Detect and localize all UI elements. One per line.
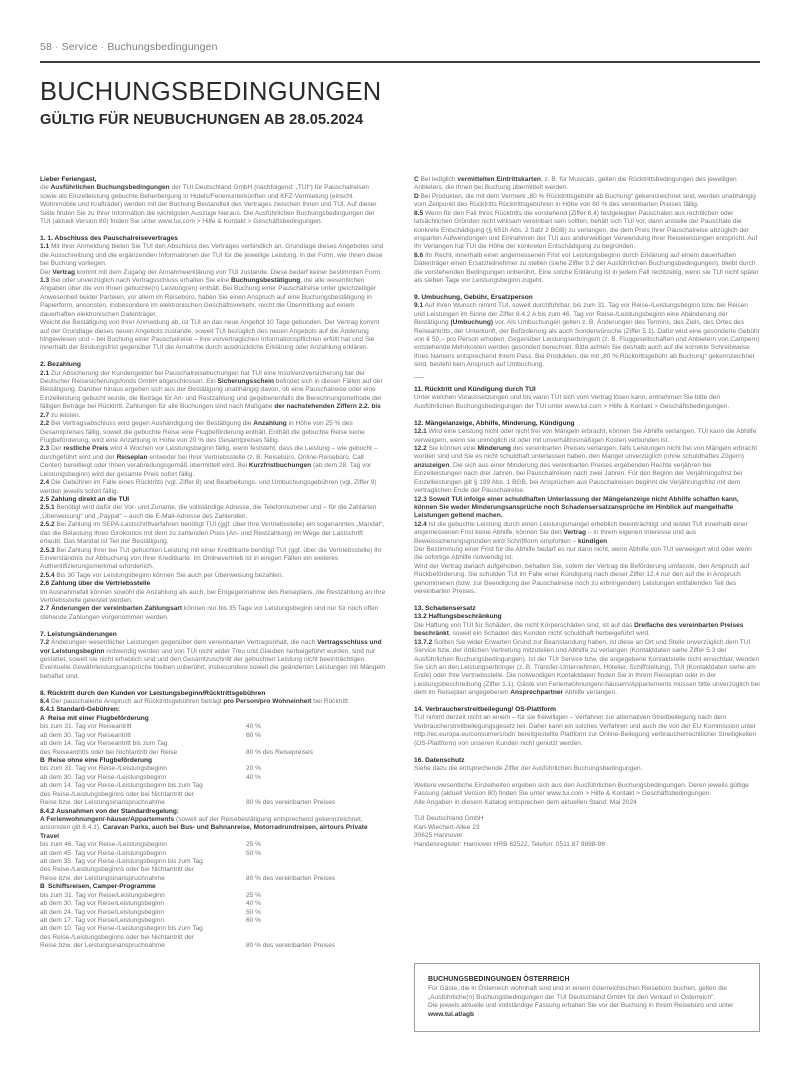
fee-table-d-title <box>40 883 386 891</box>
austria-conditions-box <box>414 963 760 1032</box>
fee-table-b-letter: B <box>40 756 45 764</box>
address-line: Karl-Wiechert-Allee 23 <box>414 823 480 831</box>
fee-row <box>40 850 386 858</box>
fee-row <box>40 942 386 950</box>
page-subtitle: GÜLTIG FÜR NEUBUCHUNGEN AB 28.05.2024 <box>40 111 364 128</box>
fee-row <box>40 782 386 790</box>
fee-row-label: ab dem 35. Tag vor Reise-/Leistungsbeginn bis zum Tag <box>40 858 203 866</box>
fee-table-a-label: Reise mit einer Flugbeförderung <box>48 714 149 722</box>
fee-row-value: 80 % des Reisepreises <box>246 748 313 756</box>
address-line: TUI Deutschland GmbH <box>414 815 484 823</box>
clause-7-2: 7.2 Änderungen wesentlicher Leistungen gegenüber dem vereinbarten Vertragsinhalt, die nach Vertragsschluss und vor Leistungsbeginn notwendig werden und von TUI nicht wider Treu und Glauben herbeigeführt wurden, sind nur gestattet, soweit sie nicht erheblich sind und den Gesamtzuschnitt der gebuchten Leistung nicht beeinträchtigen. Eventuelle Gewährleistungsansprüche bleiben unberührt, insbesondere soweit die geänderten Leistungen mit Mängeln behaftet sind. <box>40 639 386 680</box>
clause-12-4-b: Der Bestimmung einer Frist für die Abhilfe bedarf es nur dann nicht, wenn Abhilfe von TUI verweigert wird oder wenn die sofortige Abhilfe notwendig ist. <box>414 546 752 562</box>
closing-note-1: Weitere wesentliche Einzelheiten ergeben sich aus den Ausführlichen Buchungsbedingungen. Deren jeweils gültige Fassung (aktuell Version 80) finden Sie unter www.tui.com > Hilfe & Kontakt > Geschäftsbedingungen. <box>414 781 749 798</box>
fee-row-value <box>246 925 386 933</box>
clause-1-3: 1.3 Bei oder unverzüglich nach Vertragsschluss erhalten Sie eine Buchungsbestätigung, die alle wesentlichen Angaben über die von Ihnen gebuchte(n) Leistung(en) enthält. Bei Buchung einer Pauschalreise unter gleichzeitiger Anwesenheit beider Parteien, vor allem im Reisebüro, haben Sie einen Anspruch auf eine Buchungsbestätigung in Papierform, ansonsten, insbesondere im elektronischen Geschäftsverkehr, reicht die Übermittlung auf einem dauerhaften elektronischen Datenträger. <box>40 277 377 318</box>
clause-16: Siehe dazu die entsprechende Ziffer der Ausführlichen Buchungsbedingungen. <box>414 764 643 772</box>
fee-row-value <box>246 858 386 866</box>
clause-12-2: 12.2 Sie können eine Minderung des vereinbarten Preises verlangen, falls Leistungen nicht frei von Mängeln erbracht worden sind und Sie es nicht schuldhaft unterlassen haben, den Mangel unverzüglich (ohne schuldhaftes Zögern) anzuzeigen. Die sich aus einer Minderung des vereinbarten Preises ergebenden Rechte verjähren bei Einzelleistungen nach drei Jahren, bei Pauschalreisen nach zwei Jahren. Für den Beginn der Verjährungsfrist bei Einzelleistungen gilt § 199 Abs. 1 BGB, bei Ansprüchen aus Pauschalreisen beginnt die Verjährungsfrist mit dem vertraglichen Ende der Pauschalreise. <box>414 444 758 495</box>
fee-row <box>40 934 386 942</box>
page-number: 58 <box>40 41 52 53</box>
fee-row-label: ab dem 14. Tag vor Reiseantritt bis zum Tag <box>40 740 168 748</box>
fee-row-value: 40 % <box>246 773 261 781</box>
breadcrumb-current: Buchungsbedingungen <box>107 41 218 53</box>
fee-row-label: Reise bzw. der Leistungsinanspruchnahme <box>40 799 165 807</box>
fee-row-label: bis zum 31. Tag vor Reise-/Leistungsbeginn <box>40 765 167 773</box>
fee-table-a-title <box>40 715 386 723</box>
clause-13-2: Die Haftung von TUI für Schäden, die nicht Körperschäden sind, ist auf das Dreifache des vereinbarten Preises beschränkt, soweit ein Schaden des Kunden nicht schuldhaft herbeigeführt wird. <box>414 621 744 638</box>
clause-2-5-4: 2.5.4 Bis 30 Tage vor Leistungsbeginn können Sie auch per Überweisung bezahlen. <box>40 571 284 579</box>
company-address <box>414 815 760 849</box>
clause-12-4: 12.4 Ist die gebuchte Leistung durch einen Leistungsmangel erheblich beeinträchtigt und leistet TUI innerhalb einer angemessenen Frist keine Abhilfe, können Sie den Vertrag – in Ihrem eigenen Interesse und aus Beweissicherungsgründen wird Schriftform empfohlen – kündigen. <box>414 520 748 545</box>
fee-row-value <box>246 791 386 799</box>
fee-row-value: 60 % <box>246 731 261 739</box>
heading-section-7: 7. Leistungsänderungen <box>40 630 117 638</box>
clause-1-4: Weicht die Bestätigung von Ihrer Anmeldung ab, ist TUI an das neue Angebot 10 Tage gebunden. Der Vertrag kommt auf der Grundlage dieses neuen Angebots zustande, soweit TUI bezüglich des neuen Angebots auf die Änderung hingewiesen und – bei Buchung einer Pauschalreise – ihre vorvertraglichen Informationspflichten erfüllt hat und Sie innerhalb der Bindungsfrist gegenüber TUI die Annahme durch ausdrückliche Erklärung oder Anzahlung erklären. <box>40 319 380 352</box>
fee-row-label: des Reise-/Leistungsbeginns oder bei Nichtantritt der <box>40 866 194 874</box>
fee-row <box>40 723 386 731</box>
fee-row-label: ab dem 30. Tag vor Reiseantritt <box>40 731 131 739</box>
heading-section-2: 2. Bezahlung <box>40 361 81 369</box>
heading-section-1: 1. 1. Abschluss des Pauschalreisevertrages <box>40 234 178 242</box>
fee-row-value: 80 % des vereinbarten Preises <box>246 799 336 807</box>
fee-row <box>40 900 386 908</box>
fee-row <box>40 875 386 883</box>
fee-row-label: ab dem 24. Tag vor Reise/Leistungsbeginn <box>40 908 164 916</box>
fee-table-d-label: Schiffsreisen, Camper-Programme <box>48 883 156 891</box>
heading-section-8: 8. Rücktritt durch den Kunden vor Leistungsbeginn/Rücktrittsgebühren <box>40 689 266 697</box>
clause-8-4: 8.4 Der pauschalierte Anspruch auf Rücktrittsgebühren beträgt pro Person/pro Wohneinheit bei Rücktritt: <box>40 698 350 706</box>
fee-row-label: ab dem 30. Tag vor Reise-/Leistungsbeginn <box>40 773 167 781</box>
content-columns <box>40 176 760 951</box>
heading-section-14: 14. Verbraucherstreitbeilegung/ OS-Plattform <box>414 706 557 713</box>
fee-row <box>40 749 386 757</box>
clause-2-7: 2.7 Änderungen der vereinbarten Zahlungsart können nur bis 35 Tage vor Leistungsbeginn und nur für noch offen stehende Zahlungen vorgenommen werden. <box>40 605 379 621</box>
fee-row-value: 25 % <box>246 891 261 899</box>
fee-table-d-letter: B <box>40 883 45 891</box>
heading-clause-13-2: 13.2 Haftungsbeschränkung <box>414 613 502 621</box>
heading-clause-2-5: 2.5 Zahlung direkt an die TUI <box>40 495 130 503</box>
fee-row <box>40 765 386 773</box>
fee-table-c-title: A Ferienwohnungen/-häuser/Appartements (soweit auf der Reisebestätigung entsprechend gekennzeichnet, ansonsten gilt 8.4.1), Caravan Parks, auch bei Bus- und Bahnanreise, Motorradrundreisen, airtours Private Travel <box>40 815 368 840</box>
fee-table-a-letter: A <box>40 714 45 722</box>
fee-table-c <box>40 841 386 883</box>
fee-table-b-label: Reise ohne eine Flugbeförderung <box>48 756 153 764</box>
clause-8-5: 8.5 Wenn für den Fall Ihres Rücktritts die vorstehend (Ziffer 8.4) festgelegten Pauschalen aus rechtlichen oder tatsächlichen Gründen nicht wirksam vereinbart sein sollten, behält sich TUI vor, dann anstelle der Pauschale die konkrete Entschädigung (§ 651h Abs. 2 Satz 2 BGB) zu verlangen, die dem Preis Ihrer Pauschalreise abzüglich der ersparten Aufwendungen und Einnahmen der TUI aus anderweitiger Verwendung Ihrer Reiseleistungen entspricht. Auf Ihr Verlangen hat TUI die Höhe der konkreten Entschädigung zu begründen. <box>414 209 758 251</box>
fee-row-value: 80 % des vereinbarten Preises <box>246 942 336 950</box>
fee-row-label: ab dem 10. Tag vor Reise-/Leistungsbeginn bis zum Tag <box>40 925 203 933</box>
header-divider <box>40 61 760 63</box>
fee-row-value <box>246 740 386 748</box>
fee-row-label: bis zum 46. Tag vor Reise-/Leistungsbeginn <box>40 841 167 849</box>
fee-row <box>40 774 386 782</box>
clause-2-5-3: 2.5.3 Bei Zahlung Ihrer bei TUI gebuchten Leistung mit einer Kreditkarte benötigt TUI (ggf. über die Vertriebsstelle) Ihr Einverständnis zur Abbuchung von Ihrer Kreditkarte. Im Onlinevertrieb ist in einigen Fällen ein weiteres Authentifizierungsmerkmal erforderlich. <box>40 546 382 571</box>
fee-row-value: 80 % des vereinbarten Preises <box>246 874 336 882</box>
fee-row-label: Reise bzw. der Leistungsinanspruchnahme <box>40 942 165 950</box>
fee-row <box>40 892 386 900</box>
fee-row-value <box>246 782 386 790</box>
austria-box-text-1: Für Gäste, die in Österreich wohnhaft sind und in einem österreichischen Reisebüro buchen, gelten die „Ausführliche(n) Buchungsbedingungen der TUI Deutschland GmbH für den Verkauf in Österreich“. <box>428 985 727 1001</box>
heading-section-16: 16. Datenschutz <box>414 756 465 764</box>
fee-row <box>40 858 386 866</box>
fee-row-label: des Reise-/Leistungsbeginns oder bei Nichtantritt der <box>40 933 194 941</box>
clause-12-3: 12.3 Soweit TUI infolge einer schuldhaften Unterlassung der Mängelanzeige nicht Abhilfe schaffen kann, können Sie weder Minderungsansprüche noch Schadensersatzansprüche im Hinblick auf mangelhafte Leistungen geltend machen. <box>414 495 739 520</box>
fee-row <box>40 740 386 748</box>
austria-box-text-2: Die jeweils aktuelle und vollständige Fassung erhalten Sie vor der Buchung in Ihrem Reisebüro und unter www.tui.at/agb <box>428 1002 734 1018</box>
fee-row <box>40 917 386 925</box>
clause-2-4: 2.4 Die Gebühren im Falle eines Rücktritts (vgl. Ziffer 8) und Bearbeitungs- und Umbuchungsgebühren (vgl. Ziffer 9) werden jeweils sofort fällig. <box>40 479 377 495</box>
clause-14: TUI nimmt derzeit nicht an einem – für sie freiwilligen – Verfahren zur alternativen Streitbeilegung nach dem Verbraucherstreitbeilegungsgesetz teil. Daher kann ein solches Verfahren und auch die von der EU Kommission unter http://ec.europa.eu/consumers/odr/ bereitgestellte Plattform zur Online-Beilegung verbraucherrechtlicher Streitigkeiten (OS-Plattform) von unseren Kunden nicht genutzt werden. <box>414 714 757 747</box>
breadcrumb-separator-1: · <box>54 41 59 53</box>
austria-box-title: BUCHUNGSBEDINGUNGEN ÖSTERREICH <box>428 976 570 983</box>
fee-row-value: 60 % <box>246 917 261 924</box>
clause-1-2: Der Vertrag kommt mit dem Zugang der Annahmeerklärung von TUI zustande. Diese bedarf keiner bestimmten Form. <box>40 268 383 276</box>
heading-section-9: 9. Umbuchung, Gebühr, Ersatzperson <box>414 293 533 301</box>
clause-1-1: 1.1 Mit Ihrer Anmeldung bieten Sie TUI den Abschluss des Vertrages verbindlich an. Grundlage dieses Angebotes sind die Ausschreibung und die ergänzenden Informationen der TUI für die jeweilige Leistung, in der Form, wie Ihnen diese bei Buchung vorliegen. <box>40 243 384 268</box>
fee-row-value: 50 % <box>246 849 261 857</box>
clause-2-5-2: 2.5.2 Bei Zahlung im SEPA-Lastschriftverfahren benötigt TUI (ggf. über Ihre Vertriebsstelle) ein sogenanntes „Mandat“, das die Belastung Ihres Girokontos mit dem zu zahlenden Preis (An- und Restzahlung) im Wege der Lastschrift erlaubt. Das Mandat ist Teil der Bestätigung. <box>40 521 385 546</box>
fee-row <box>40 732 386 740</box>
page-title: BUCHUNGSBEDINGUNGEN <box>40 77 382 106</box>
fee-row <box>40 925 386 933</box>
fee-row <box>40 799 386 807</box>
fee-row-label: ab dem 30. Tag vor Reise/Leistungsbeginn <box>40 900 164 908</box>
fee-row-label: bis zum 31. Tag vor Reise/Leistungsbeginn <box>40 891 165 899</box>
address-line: 30625 Hannover <box>414 832 463 840</box>
fee-row-value: 40 % <box>246 723 261 731</box>
heading-clause-2-6: 2.6 Zahlung über die Vertriebsstelle <box>40 580 151 588</box>
address-line: Handelsregister: Hannover HRB 62522, Telefon: 0511 87 9898-98 <box>414 840 605 848</box>
fee-row <box>40 791 386 799</box>
intro-paragraph: die Ausführlichen Buchungsbedingungen der TUI Deutschland GmbH (nachfolgend: „TUI“) für Pauschalreisen sowie als Einzelleistung gebuchte Beherbergung in Hotels/Ferienunterkünften und KFZ-Vermietung (einschl. Wohnmobile und Krafträder) werden mit der Buchung Bestandteil des Vertrages zwischen Ihnen und TUI. Auf dieser Seite finden Sie zu Ihrer Information die wichtigsten Auszüge hieraus. Die Ausführlichen Buchungsbedingungen der TUI (aktuell Version 80) finden Sie unter www.tui.com > Hilfe & Kontakt > Geschäftsbedingungen. <box>40 184 377 226</box>
fee-row <box>40 841 386 849</box>
fee-row <box>40 909 386 917</box>
fee-row-label: bis zum 31. Tag vor Reiseantritt <box>40 723 132 731</box>
closing-note-2: Alle Angaben in diesem Katalog entsprechen dem aktuellen Stand: Mai 2024 <box>414 798 637 806</box>
fee-row-label: des Reiseantritts oder bei Nichtantritt der Reise <box>40 748 178 756</box>
clause-2-3: 2.3 Der restliche Preis wird 4 Wochen vor Leistungsbeginn fällig, wenn feststeht, dass die Leistung – wie gebucht – durchgeführt wird und der Reiseplan entweder bei Ihrer Vertriebsstelle (z. B. Reisebüro, Online-Reisebüro, Call Center) bereitliegt oder Ihnen verabredungsgemäß übermittelt wird. Bei Kurzfristbuchungen (ab dem 28. Tag vor Leistungsbeginn) wird der gesamte Preis sofort fällig. <box>40 445 378 478</box>
clause-8-4-item-c: C Bei lediglich vermittelten Eintrittskarten, z. B. für Musicals, gelten die Rücktrittsbedingungen des jeweiligen Anbieters, die Ihnen bei Buchung übermittelt werden. <box>414 176 737 192</box>
fee-row-value <box>246 934 386 942</box>
left-column <box>40 176 386 951</box>
heading-section-12: 12. Mängelanzeige, Abhilfe, Minderung, Kündigung <box>414 419 575 427</box>
fee-table-b <box>40 765 386 807</box>
heading-section-13: 13. Schadensersatz <box>414 604 476 612</box>
clause-9-1: 9.1 Auf Ihren Wunsch nimmt TUI, soweit durchführbar, bis zum 31. Tag vor Reise-/Leistungsbeginn bzw. bei Reisen und Leistungen im Sinne der Ziffer 8.4.2 A bis zum 46. Tag vor Reise-/Leistungsbeginn eine Abänderung der Bestätigung (Umbuchung) vor. Als Umbuchungen gelten z. B. Änderungen des Termins, des Ziels, des Ortes des Reiseantritts, der Unterkunft, der Beförderung als auch Sonderwünsche (Ziffer 5.1). Dafür wird eine gesonderte Gebühr von € 50,– pro Person erhoben. Gegenüber Leistungserbringem (z. B. Fluggesellschaften und Anbietern von Campern) entstehende Mehrkosten werden gesondert berechnet. Bitte achten Sie deshalb auch auf die korrekte Schreibweise Ihres Namens entsprechend Ihrem Pass. Bei Produkten, die mit „80 % Rücktrittsgebühr ab Buchung“ gekennzeichnet sind, besteht kein Anspruch auf Umbuchung. <box>414 302 760 369</box>
breadcrumb-section: Service <box>61 41 98 53</box>
fee-row-value: 20 % <box>246 765 261 773</box>
clause-2-5-1: 2.5.1 Benötigt wird dafür der Vor- und Zuname, die vollständige Adresse, die Telefonnummer und – für die Zahlarten „Überweisung“ und „Paypal“ – auch die E-Mail-Adresse des Zahlenden. <box>40 504 377 520</box>
fee-row-label: des Reise-/Leistungsbeginns oder bei Nichtantritt der <box>40 790 194 798</box>
right-column <box>414 176 760 951</box>
fee-row-value: 25 % <box>246 841 261 849</box>
fee-row-label: ab dem 14. Tag vor Reise-/Leistungsbeginn bis zum Tag <box>40 782 203 790</box>
clause-8-6: 8.6 Ihr Recht, innerhalb einer angemessenen Frist vor Leistungsbeginn durch Erklärung auf einem dauerhaften Datenträger einen Ersatzteilnehmer zu stellen (siehe Ziffer 9.2 der Ausführlichen Buchungsbedingungen), bleibt durch die vorstehenden Bedingungen unberührt. Eine solche Erklärung ist in jedem Fall rechtzeitig, wenn sie TUI nicht später als sieben Tage vor Leistungsbeginn zugeht. <box>414 251 759 285</box>
fee-table-a <box>40 723 386 757</box>
heading-clause-8-4-1: 8.4.1 Standard-Gebühren: <box>40 706 121 714</box>
fee-table-d <box>40 892 386 951</box>
fee-row <box>40 866 386 874</box>
clause-2-6: Im Ausnahmefall können sowohl die Anzahlung als auch, bei Entgegennahme des Reiseplans, die Restzahlung an Ihre Vertriebsstelle geleistet werden. <box>40 588 386 605</box>
fee-row-label: ab dem 17. Tag vor Reise/Leistungsbeginn <box>40 917 164 924</box>
heading-clause-8-4-2: 8.4.2 Ausnahmen von der Standardregelung: <box>40 807 180 815</box>
clause-8-4-item-d: D Bei Produkten, die mit dem Vermerk „80 % Rücktrittsgebühr ab Buchung“ gekennzeichnet sind, werden unabhängig vom Zeitpunkt des Rücktritts Rücktrittsgebühren in Höhe von 80 % des vereinbarten Preises fällig. <box>414 192 756 209</box>
fee-table-b-title <box>40 757 386 765</box>
clause-2-2: 2.2 Bei Vertragsabschluss wird gegen Aushändigung der Bestätigung die Anzahlung in Höhe von 25 % des Gesamtpreises fällig, soweit die gebuchte Reise eine Flugbeförderung enthält. Enthält die gebuchte Reise keine Flugbeförderung, wird eine Anzahlung in Höhe von 20 % des Gesamtpreises fällig. <box>40 420 365 445</box>
heading-section-11: 11. Rücktritt und Kündigung durch TUI <box>414 386 536 394</box>
clause-11: Unter welchen Voraussetzungen und bis wann TUI sich vom Vertrag lösen kann, entnehmen Sie bitte den Ausführlichen Buchungsbedingungen der TUI unter www.tui.com > Hilfe & Kontakt > Geschäftsbedingungen. <box>414 394 730 410</box>
clause-13-7-2: 13.7.2 Sollten Sie wider Erwarten Grund zur Beanstandung haben, ist diese an Ort und Stelle unverzüglich dem TUI Service bzw. der örtlichen Vertretung mitzuteilen und Abhilfe zu verlangen (Kontaktdaten siehe Ziffer 5.3 der Ausführlichen Buchungsbedingungen). Ist der TUI Service bzw. die angegebene Kontaktstelle nicht erreichbar, wenden Sie sich an den Leistungserbringer (z. B. Transfer-Unternehmen, Hotelier, Schiffsleitung), TUI (Kontaktdaten siehe am Ende) oder Ihre Vertriebsstelle. Die notwendigen Kontaktdaten finden Sie in Ihrem Reiseplan oder in der Leistungsbeschreibung (Ziffer 1.1). Gäste von Ferienwohnungen/-häusern/Appartements müssen bitte unverzüglich bei dem im Reiseplan angegebenen Ansprechpartner Abhilfe verlangen. <box>414 638 760 697</box>
breadcrumb <box>40 0 760 54</box>
fee-row-value <box>246 866 386 874</box>
fee-row-value: 40 % <box>246 900 261 908</box>
fee-row-label: ab dem 45. Tag vor Reise-/Leistungsbeginn <box>40 849 167 857</box>
fee-row-value: 50 % <box>246 908 261 916</box>
fee-row-label: Reise bzw. der Leistungsinanspruchnahme <box>40 874 165 882</box>
clause-12-4-c: Wird der Vertrag danach aufgehoben, behalten Sie, sofern der Vertrag die Beförderung umfasste, den Anspruch auf Rückbeförderung. Sie schulden TUI im Falle einer Kündigung nach dieser Ziffer 12.4 nur den auf die in Anspruch genommenen (bzw. zur Beendigung der Pauschalreise noch zu erbringenden) Leistungen entfallenden Teil des vereinbarten Preises. <box>414 562 750 596</box>
salutation: Lieber Feriengast, <box>40 176 97 183</box>
breadcrumb-separator-2: · <box>100 41 105 53</box>
clause-12-1: 12.1 Wird eine Leistung nicht oder nicht frei von Mängeln erbracht, können Sie Abhilfe verlangen. TUI kann die Abhilfe verweigern, wenn sie unmöglich ist oder mit unverhältnismäßigen Kosten verbunden ist. <box>414 428 757 444</box>
clause-2-1: 2.1 Zur Absicherung der Kundengelder bei Pauschalreisebuchungen hat TUI eine Insolvenzversicherung bei der Deutscher Reisesicherungsfonds GmbH abgeschlossen. Ein Sicherungsschein befindet sich in diesen Fällen auf der Bestätigung. Darüber hinaus ergeben sich aus der Bestätigung unabhängig davon, ob eine Pauschalreise oder eine Einzelleistung gebucht wurde, die Beträge für An- und Restzahlung und gegebenenfalls die Berechnungsmethode der fälligen Beträge bei Rücktritt. Zahlungen für alle Buchungen sind nach Maßgabe der nachstehenden Ziffern 2.2. bis 2.7 zu leisten. <box>40 369 383 419</box>
